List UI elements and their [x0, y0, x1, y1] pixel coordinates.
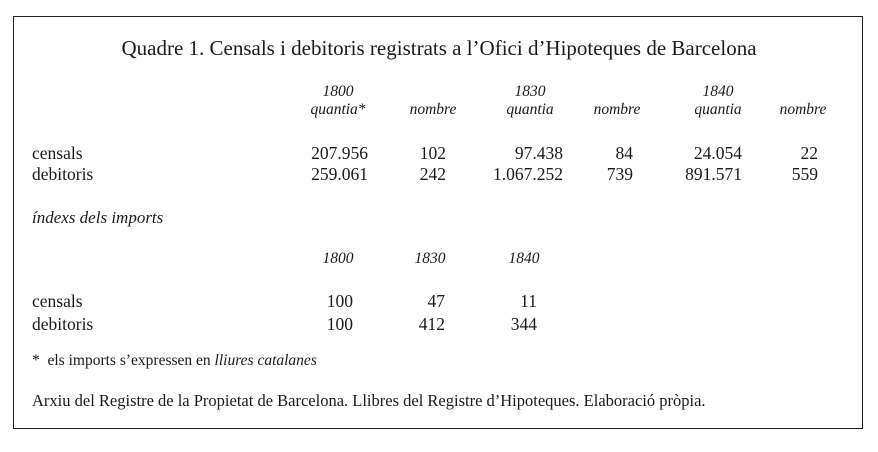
cell: 739 — [606, 164, 633, 184]
index-heading: índexs dels imports — [32, 208, 164, 227]
index-row-label-debitoris: debitoris — [32, 314, 94, 334]
index-year-1830: 1830 — [414, 250, 446, 267]
cell: 891.571 — [685, 164, 742, 184]
year-1830-header: 1830 — [514, 83, 546, 100]
index-year-1800: 1800 — [322, 250, 354, 267]
cell: 97.438 — [514, 143, 563, 163]
nombre-header-1830: nombre — [593, 101, 641, 118]
nombre-header-1800: nombre — [409, 101, 457, 118]
cell: 102 — [419, 143, 446, 163]
index-row-label-censals: censals — [32, 291, 83, 311]
cell: 242 — [419, 164, 446, 184]
cell: 412 — [418, 314, 445, 334]
footnote-emphasis: lliures catalanes — [214, 352, 317, 369]
year-1840-header: 1840 — [702, 83, 734, 100]
row-label-debitoris: debitoris — [32, 164, 94, 184]
table-title: Quadre 1. Censals i debitoris registrats a l’Ofici d’Hipoteques de Barcelona — [121, 36, 757, 60]
cell: 1.067.252 — [493, 164, 563, 184]
cell: 207.956 — [311, 143, 368, 163]
cell: 344 — [510, 314, 537, 334]
cell: 84 — [615, 143, 633, 163]
cell: 100 — [326, 314, 353, 334]
cell: 259.061 — [311, 164, 368, 184]
quantia-header-1800: quantia* — [310, 101, 366, 118]
cell: 22 — [800, 143, 818, 163]
cell: 11 — [520, 291, 537, 311]
cell: 100 — [326, 291, 353, 311]
cell: 47 — [427, 291, 445, 311]
footnote-text: * els imports s’expressen en — [32, 352, 215, 369]
year-1800-header: 1800 — [322, 83, 354, 100]
cell: 24.054 — [693, 143, 742, 163]
source-note: Arxiu del Registre de la Propietat de Barcelona. Llibres del Registre d’Hipoteques. Elaboració pròpia. — [32, 391, 706, 410]
cell: 559 — [791, 164, 818, 184]
footnote — [32, 352, 317, 370]
quantia-header-1830: quantia — [506, 101, 554, 118]
index-year-1840: 1840 — [508, 250, 540, 267]
nombre-header-1840: nombre — [779, 101, 827, 118]
row-label-censals: censals — [32, 143, 83, 163]
quantia-header-1840: quantia — [694, 101, 742, 118]
